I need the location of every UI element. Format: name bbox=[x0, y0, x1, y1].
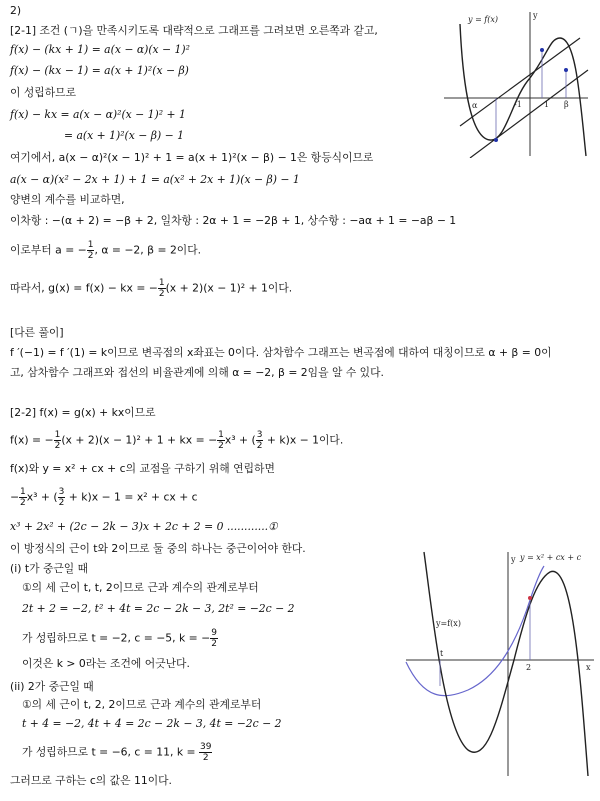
text-segment: 가 성립하므로 t = −6, c = 11, k = bbox=[22, 745, 199, 759]
numerator: 39 bbox=[199, 742, 212, 752]
case-ii-title: (ii) 2가 중근일 때 bbox=[10, 680, 94, 693]
coefficient-comparison: 이차항 : −(α + 2) = −β + 2, 일차항 : 2α + 1 = −2β + 1, 상수항 : −aα + 1 = −aβ − 1 bbox=[10, 214, 457, 227]
denominator: 2 bbox=[158, 289, 165, 299]
fraction bbox=[210, 628, 218, 649]
equation-line: a(x − α)(x² − 2x + 1) + 1 = a(x² + 2x + 1)(x − β) − 1 bbox=[10, 173, 300, 186]
numerator: 3 bbox=[58, 487, 65, 497]
tangent-line-lower bbox=[470, 70, 588, 158]
denominator: 2 bbox=[211, 639, 217, 649]
text-line: 이것은 k > 0라는 조건에 어긋난다. bbox=[22, 657, 190, 670]
fraction bbox=[217, 430, 225, 451]
equation-line bbox=[10, 487, 198, 508]
numerator: 1 bbox=[54, 430, 61, 440]
text-segment: (x + 2)(x − 1)² + 1이다. bbox=[165, 281, 293, 295]
text-line: 이 성립하므로 bbox=[10, 86, 77, 99]
beta-label: β bbox=[564, 100, 569, 109]
part-2-1-intro: [2-1] 조건 (ㄱ)을 만족시키도록 대략적으로 그래프를 그려보면 오른쪽과 같고, bbox=[10, 24, 378, 37]
text-segment: (x + 2)(x − 1)² + 1 + kx = − bbox=[61, 433, 218, 447]
equation-line: f(x) − (kx + 1) = a(x − α)(x − 1)² bbox=[10, 43, 190, 56]
curve-label: y = f(x) bbox=[468, 15, 499, 24]
text-line: f ′(−1) = f ′(1) = k이므로 변곡점의 x좌표는 0이다. 삼차함수 그래프는 변곡점에 대하여 대칭이므로 α + β = 0이 bbox=[10, 346, 552, 359]
denominator: 2 bbox=[202, 753, 209, 763]
result-line bbox=[22, 742, 212, 763]
fraction bbox=[199, 742, 212, 763]
result-line bbox=[22, 628, 218, 649]
equation-line: f(x) − kx = a(x − α)²(x − 1)² + 1 bbox=[10, 108, 186, 121]
alt-solution-title: [다른 풀이] bbox=[10, 326, 64, 339]
cubic-curve bbox=[424, 552, 588, 776]
equation-line: t + 4 = −2, 4t + 4 = 2c − 2k − 3, 4t = −2c − 2 bbox=[22, 717, 282, 730]
text-segment: 따라서, g(x) = f(x) − kx = − bbox=[10, 281, 158, 295]
case-i-title: (i) t가 중근일 때 bbox=[10, 562, 89, 575]
text-line: ①의 세 근이 t, t, 2이므로 근과 계수의 관계로부터 bbox=[22, 581, 259, 594]
result-line bbox=[10, 278, 292, 299]
equation-one: x³ + 2x² + (2c − 2k − 3)x + 2c + 2 = 0 ............① bbox=[10, 520, 278, 533]
result-line bbox=[10, 240, 201, 261]
equation-line: f(x) − (kx − 1) = a(x + 1)²(x − β) bbox=[10, 64, 189, 77]
x-axis-label: x bbox=[586, 663, 591, 672]
problem-number: 2) bbox=[10, 4, 22, 17]
tangent-line-upper bbox=[460, 38, 580, 126]
intersection-point bbox=[528, 596, 532, 600]
numerator: 3 bbox=[256, 430, 263, 440]
cubic-label: y=f(x) bbox=[436, 619, 461, 628]
parabola-label: y = x² + cx + c bbox=[520, 553, 582, 562]
text-line: f(x)와 y = x² + cx + c의 교점을 구하기 위해 연립하면 bbox=[10, 462, 275, 475]
text-segment: 이로부터 a = − bbox=[10, 243, 87, 257]
numerator: 1 bbox=[87, 240, 94, 250]
part-2-2-intro: [2-2] f(x) = g(x) + kx이므로 bbox=[10, 406, 156, 419]
text-segment: x³ + ( bbox=[26, 490, 58, 504]
tangent-point bbox=[494, 138, 498, 142]
figure-1-graph bbox=[440, 8, 590, 158]
denominator: 2 bbox=[20, 498, 26, 508]
equation-line: 2t + 2 = −2, t² + 4t = 2c − 2k − 3, 2t² = −2c − 2 bbox=[22, 602, 295, 615]
equation-line bbox=[10, 430, 343, 451]
numerator: 1 bbox=[158, 278, 165, 288]
denominator: 2 bbox=[54, 441, 61, 451]
denominator: 2 bbox=[58, 498, 65, 508]
figure-2-graph bbox=[404, 550, 596, 778]
numerator: 1 bbox=[20, 487, 26, 497]
text-line: 양변의 계수를 비교하면, bbox=[10, 193, 125, 206]
text-segment: f(x) = − bbox=[10, 433, 54, 447]
minus-one-label: -1 bbox=[514, 100, 522, 109]
text-segment: 가 성립하므로 t = −2, c = −5, k = − bbox=[22, 631, 211, 645]
text-line: 여기에서, a(x − α)²(x − 1)² + 1 = a(x + 1)²(x − β) − 1은 항등식이므로 bbox=[10, 151, 374, 164]
numerator: 1 bbox=[218, 430, 224, 440]
tangent-point bbox=[564, 68, 568, 72]
text-segment: − bbox=[10, 490, 20, 504]
alpha-label: α bbox=[472, 101, 478, 110]
two-label: 2 bbox=[526, 663, 532, 672]
denominator: 2 bbox=[218, 441, 224, 451]
tangent-point bbox=[540, 48, 544, 52]
text-segment: + k)x − 1 = x² + cx + c bbox=[65, 490, 198, 504]
text-segment: , α = −2, β = 2이다. bbox=[94, 243, 202, 257]
denominator: 2 bbox=[256, 441, 263, 451]
equation-line: = a(x + 1)²(x − β) − 1 bbox=[64, 129, 184, 142]
parabola-curve bbox=[406, 566, 544, 696]
y-axis-label: y bbox=[533, 11, 538, 20]
text-line: ①의 세 근이 t, 2, 2이므로 근과 계수의 관계로부터 bbox=[22, 698, 262, 711]
fraction bbox=[19, 487, 27, 508]
y-axis-label: y bbox=[511, 555, 516, 564]
text-line: 이 방정식의 근이 t와 2이므로 둘 중의 하나는 중근이어야 한다. bbox=[10, 542, 306, 555]
denominator: 2 bbox=[87, 251, 94, 261]
text-line: 고, 삼차함수 그래프와 접선의 비율관계에 의해 α = −2, β = 2임을 알 수 있다. bbox=[10, 366, 384, 379]
cubic-curve bbox=[460, 24, 586, 156]
text-segment: + k)x − 1이다. bbox=[263, 433, 344, 447]
final-answer: 그러므로 구하는 c의 값은 11이다. bbox=[10, 774, 172, 787]
one-label: 1 bbox=[544, 100, 550, 109]
numerator: 9 bbox=[211, 628, 217, 638]
text-segment: x³ + ( bbox=[224, 433, 256, 447]
t-label: t bbox=[440, 649, 444, 658]
fraction bbox=[158, 278, 166, 299]
